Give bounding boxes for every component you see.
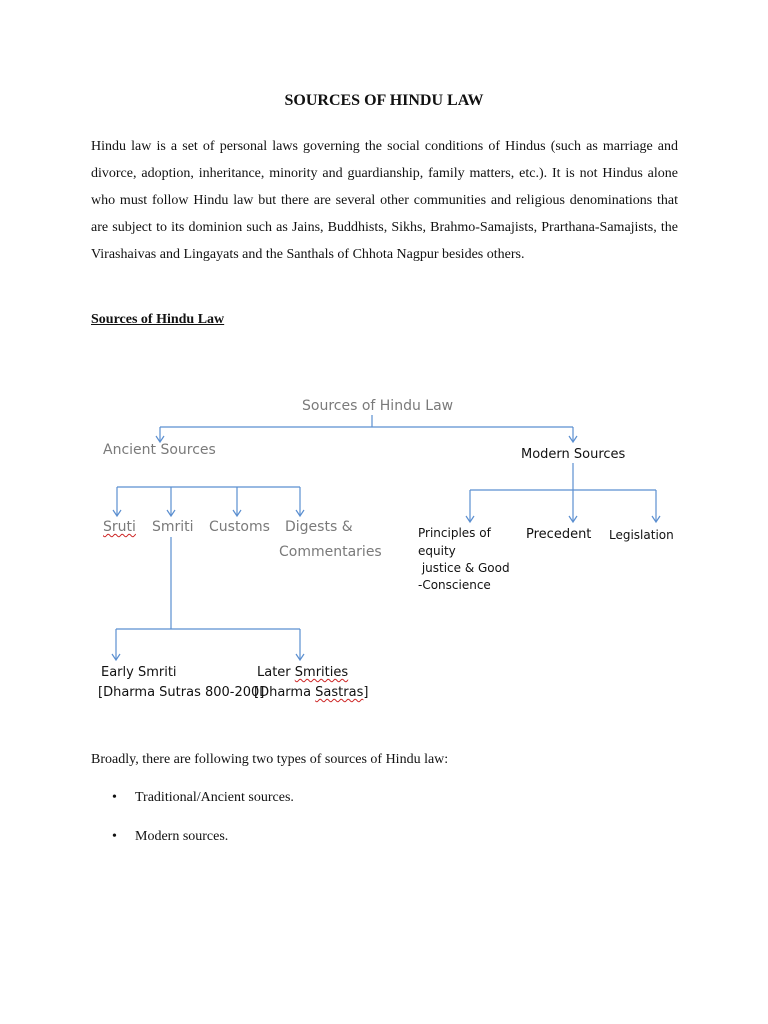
node-principles-line-3: justice & Good <box>418 561 510 575</box>
node-early-smriti-sub: [Dharma Sutras 800-200] <box>98 685 265 700</box>
node-commentaries: Commentaries <box>279 544 382 560</box>
list-item <box>110 829 294 868</box>
later-word: Smrities <box>294 665 349 680</box>
node-legislation: Legislation <box>609 528 674 542</box>
node-principles-line-4: -Conscience <box>418 578 491 592</box>
document-title: SOURCES OF HINDU LAW <box>284 92 484 109</box>
later-sub-suffix: ] <box>363 685 369 700</box>
node-principles-line-2: equity <box>418 544 456 558</box>
node-digests: Digests & <box>285 519 353 535</box>
section-heading: Sources of Hindu Law <box>91 312 225 327</box>
node-customs: Customs <box>209 519 270 535</box>
later-sub-word: Sastras <box>315 685 364 700</box>
later-sub-prefix: [Dharma <box>254 685 316 700</box>
broadly-text: Broadly, there are following two types of sources of Hindu law: <box>91 752 449 767</box>
node-sruti-text: Sruti <box>103 519 136 535</box>
hindu-law-sources-diagram <box>0 385 768 715</box>
later-prefix: Later <box>257 665 295 680</box>
bullet-icon: • <box>112 829 117 844</box>
node-sruti <box>103 519 136 535</box>
node-later-smrities <box>257 665 348 680</box>
list-item-text: Traditional/Ancient sources. <box>135 790 294 805</box>
node-modern-sources: Modern Sources <box>521 447 626 462</box>
node-ancient-sources: Ancient Sources <box>103 442 216 458</box>
list-item <box>110 790 294 829</box>
bullet-icon: • <box>112 790 117 805</box>
list-item-text: Modern sources. <box>135 829 229 844</box>
node-precedent: Precedent <box>526 527 592 542</box>
source-types-list <box>110 790 294 868</box>
node-smriti: Smriti <box>152 519 194 535</box>
node-root: Sources of Hindu Law <box>302 398 454 414</box>
node-early-smriti: Early Smriti <box>101 665 177 680</box>
node-principles-line-1: Principles of <box>418 526 491 540</box>
node-later-smrities-sub <box>254 685 368 700</box>
intro-paragraph: Hindu law is a set of personal laws governing the social conditions of Hindus (such as marriage and divorce, adoption, inheritance, minority and guardianship, family matters, etc.). It is not Hindus alone who must follow Hindu law but there are several other communities and religious denominations that are subject to its dominion such as Jains, Buddhists, Sikhs, Brahmo-Samajists, Prarthana-Samajists, the Virashaivas and Lingayats and the Santhals of Chhota Nagpur besides others. <box>91 139 678 262</box>
